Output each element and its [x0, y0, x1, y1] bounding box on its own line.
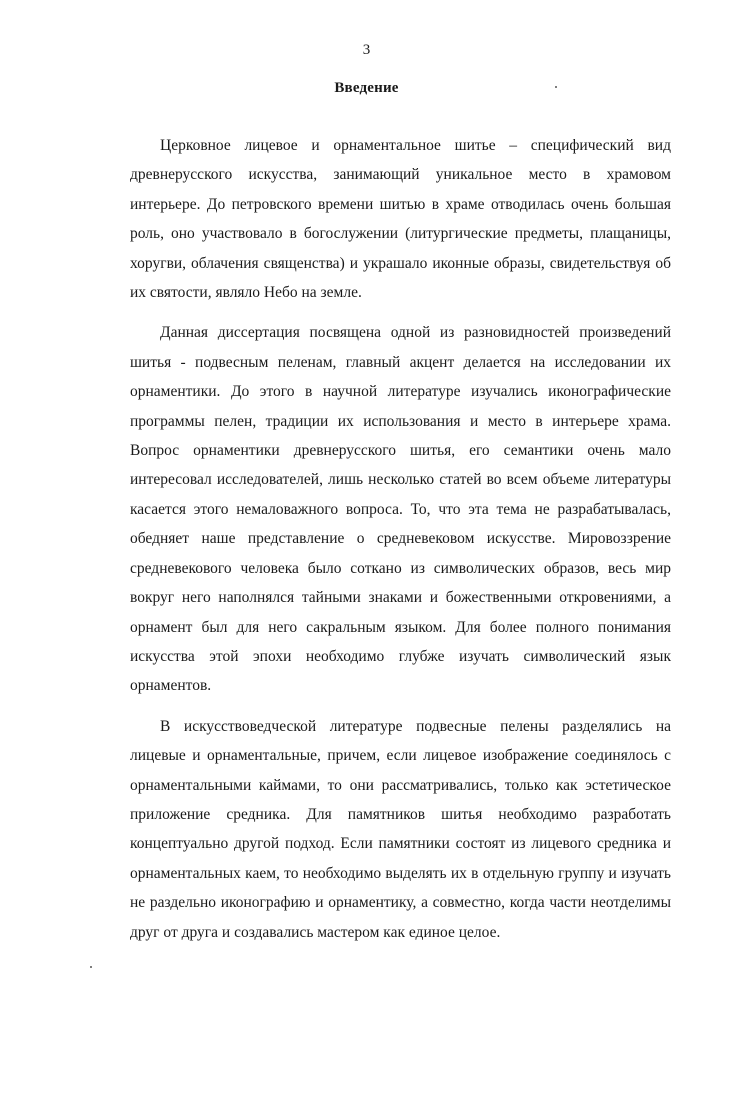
section-title: Введение — [334, 80, 399, 96]
body-text — [130, 131, 671, 947]
page-number: 3 — [362, 42, 371, 58]
scan-speck — [90, 966, 92, 968]
paragraph: В искусствоведческой литературе подвесные пелены разделялись на лицевые и орнаментальные, причем, если лицевое изображение соединялось с орнаментальными каймами, то они рассматривались, только как эстетическое приложение средника. Для памятников шитья необходимо разработать концептуально другой подход. Если памятники состоят из лицевого средника и орнаментальных каем, то необходимо выделять их в отдельную группу и изучать не раздельно иконографию и орнаментику, а совместно, когда части неотделимы друг от друга и создавались мастером как единое целое. — [130, 717, 671, 941]
paragraph: Церковное лицевое и орнаментальное шитье – специфический вид древнерусского искусства, занимающий уникальное место в храмовом интерьере. До петровского времени шитью в храме отводилась очень большая роль, оно участвовало в богослужении (литургические предметы, плащаницы, хоругви, облачения священства) и украшало иконные образы, свидетельствуя об их святости, являло Небо на земле. — [130, 137, 671, 302]
paragraph: Данная диссертация посвящена одной из разновидностей произведений шитья - подвесным пеленам, главный акцент делается на исследовании их орнаментики. До этого в научной литературе изучались иконографические программы пелен, традиции их использования и место в интерьере храма. Вопрос орнаментики древнерусского шитья, его семантики очень мало интересовал исследователей, лишь несколько статей во всем объеме литературы касается этого немаловажного вопроса. То, что эта тема не разрабатывалась, обедняет наше представление о средневековом искусстве. Мировоззрение средневекового человека было соткано из символических образов, весь мир вокруг него наполнялся тайными знаками и божественными откровениями, а орнамент был для него сакральным языком. Для более полного понимания искусства этой эпохи необходимо глубже изучать символический язык орнаментов. — [130, 324, 671, 695]
scan-speck — [555, 86, 557, 88]
